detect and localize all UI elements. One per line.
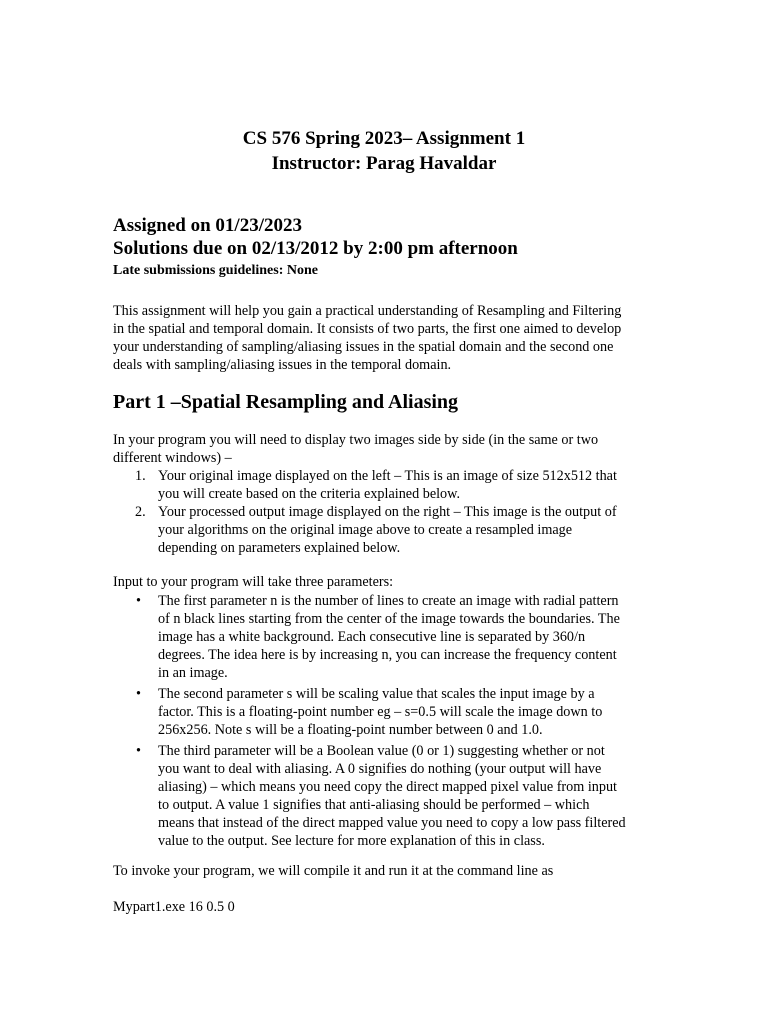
assigned-date: Assigned on 01/23/2023 bbox=[113, 215, 302, 236]
intro-paragraph bbox=[113, 302, 673, 374]
intro-line: This assignment will help you gain a practical understanding of Resampling and Filtering bbox=[113, 303, 622, 319]
list-number: 2. bbox=[135, 504, 146, 520]
document-title: CS 576 Spring 2023– Assignment 1 bbox=[242, 128, 526, 149]
bullet-line: means that instead of the direct mapped value you need to copy a low pass filtered bbox=[158, 815, 626, 831]
list-item bbox=[113, 467, 673, 503]
display-intro-line: different windows) – bbox=[113, 450, 232, 466]
invoke-instructions: To invoke your program, we will compile it and run it at the command line as bbox=[113, 863, 554, 879]
bullet-line: degrees. The idea here is by increasing n, you can increase the frequency content bbox=[158, 647, 617, 663]
bullet-line: The second parameter s will be scaling value that scales the input image by a bbox=[158, 686, 595, 702]
part1-heading: Part 1 –Spatial Resampling and Aliasing bbox=[113, 391, 459, 413]
bullet-line: to output. A value 1 signifies that anti-aliasing should be performed – which bbox=[158, 797, 590, 813]
bullet-dot: • bbox=[136, 593, 141, 609]
list-item-line: your algorithms on the original image above to create a resampled image bbox=[158, 522, 573, 538]
display-intro-paragraph bbox=[113, 431, 673, 467]
bullet-dot: • bbox=[136, 743, 141, 759]
bullet-dot: • bbox=[136, 686, 141, 702]
intro-line: in the spatial and temporal domain. It consists of two parts, the first one aimed to develop bbox=[113, 321, 622, 337]
late-guidelines: Late submissions guidelines: None bbox=[113, 263, 318, 278]
bullet-list bbox=[113, 592, 673, 853]
input-intro: Input to your program will take three parameters: bbox=[113, 574, 394, 590]
bullet-line: value to the output. See lecture for more explanation of this in class. bbox=[158, 833, 545, 849]
list-item-line: depending on parameters explained below. bbox=[158, 540, 401, 556]
display-intro-line: In your program you will need to display two images side by side (in the same or two bbox=[113, 432, 599, 448]
intro-line: deals with sampling/aliasing issues in the temporal domain. bbox=[113, 357, 452, 373]
bullet-line: image has a white background. Each consecutive line is separated by 360/n bbox=[158, 629, 586, 645]
list-item-line: you will create based on the criteria explained below. bbox=[158, 486, 461, 502]
list-item bbox=[113, 503, 673, 557]
due-date: Solutions due on 02/13/2012 by 2:00 pm afternoon bbox=[113, 238, 518, 259]
list-number: 1. bbox=[135, 468, 146, 484]
bullet-item bbox=[113, 592, 673, 682]
bullet-line: in an image. bbox=[158, 665, 228, 681]
bullet-line: of n black lines starting from the center of the image towards the boundaries. The bbox=[158, 611, 620, 627]
bullet-line: The first parameter n is the number of lines to create an image with radial pattern bbox=[158, 593, 619, 609]
list-item-line: Your processed output image displayed on the right – This image is the output of bbox=[158, 504, 617, 520]
bullet-line: The third parameter will be a Boolean value (0 or 1) suggesting whether or not bbox=[158, 743, 605, 759]
numbered-list bbox=[113, 467, 673, 557]
intro-line: your understanding of sampling/aliasing issues in the spatial domain and the second one bbox=[113, 339, 614, 355]
bullet-line: 256x256. Note s will be a floating-point number between 0 and 1.0. bbox=[158, 722, 543, 738]
list-item-line: Your original image displayed on the left – This is an image of size 512x512 that bbox=[158, 468, 617, 484]
bullet-line: aliasing) – which means you need copy the direct mapped pixel value from input bbox=[158, 779, 617, 795]
bullet-line: you want to deal with aliasing. A 0 signifies do nothing (your output will have bbox=[158, 761, 602, 777]
instructor-line: Instructor: Parag Havaldar bbox=[271, 153, 497, 174]
bullet-item bbox=[113, 742, 673, 850]
bullet-item bbox=[113, 685, 673, 739]
bullet-line: factor. This is a floating-point number eg – s=0.5 will scale the image down to bbox=[158, 704, 603, 720]
command-example: Mypart1.exe 16 0.5 0 bbox=[113, 899, 235, 915]
